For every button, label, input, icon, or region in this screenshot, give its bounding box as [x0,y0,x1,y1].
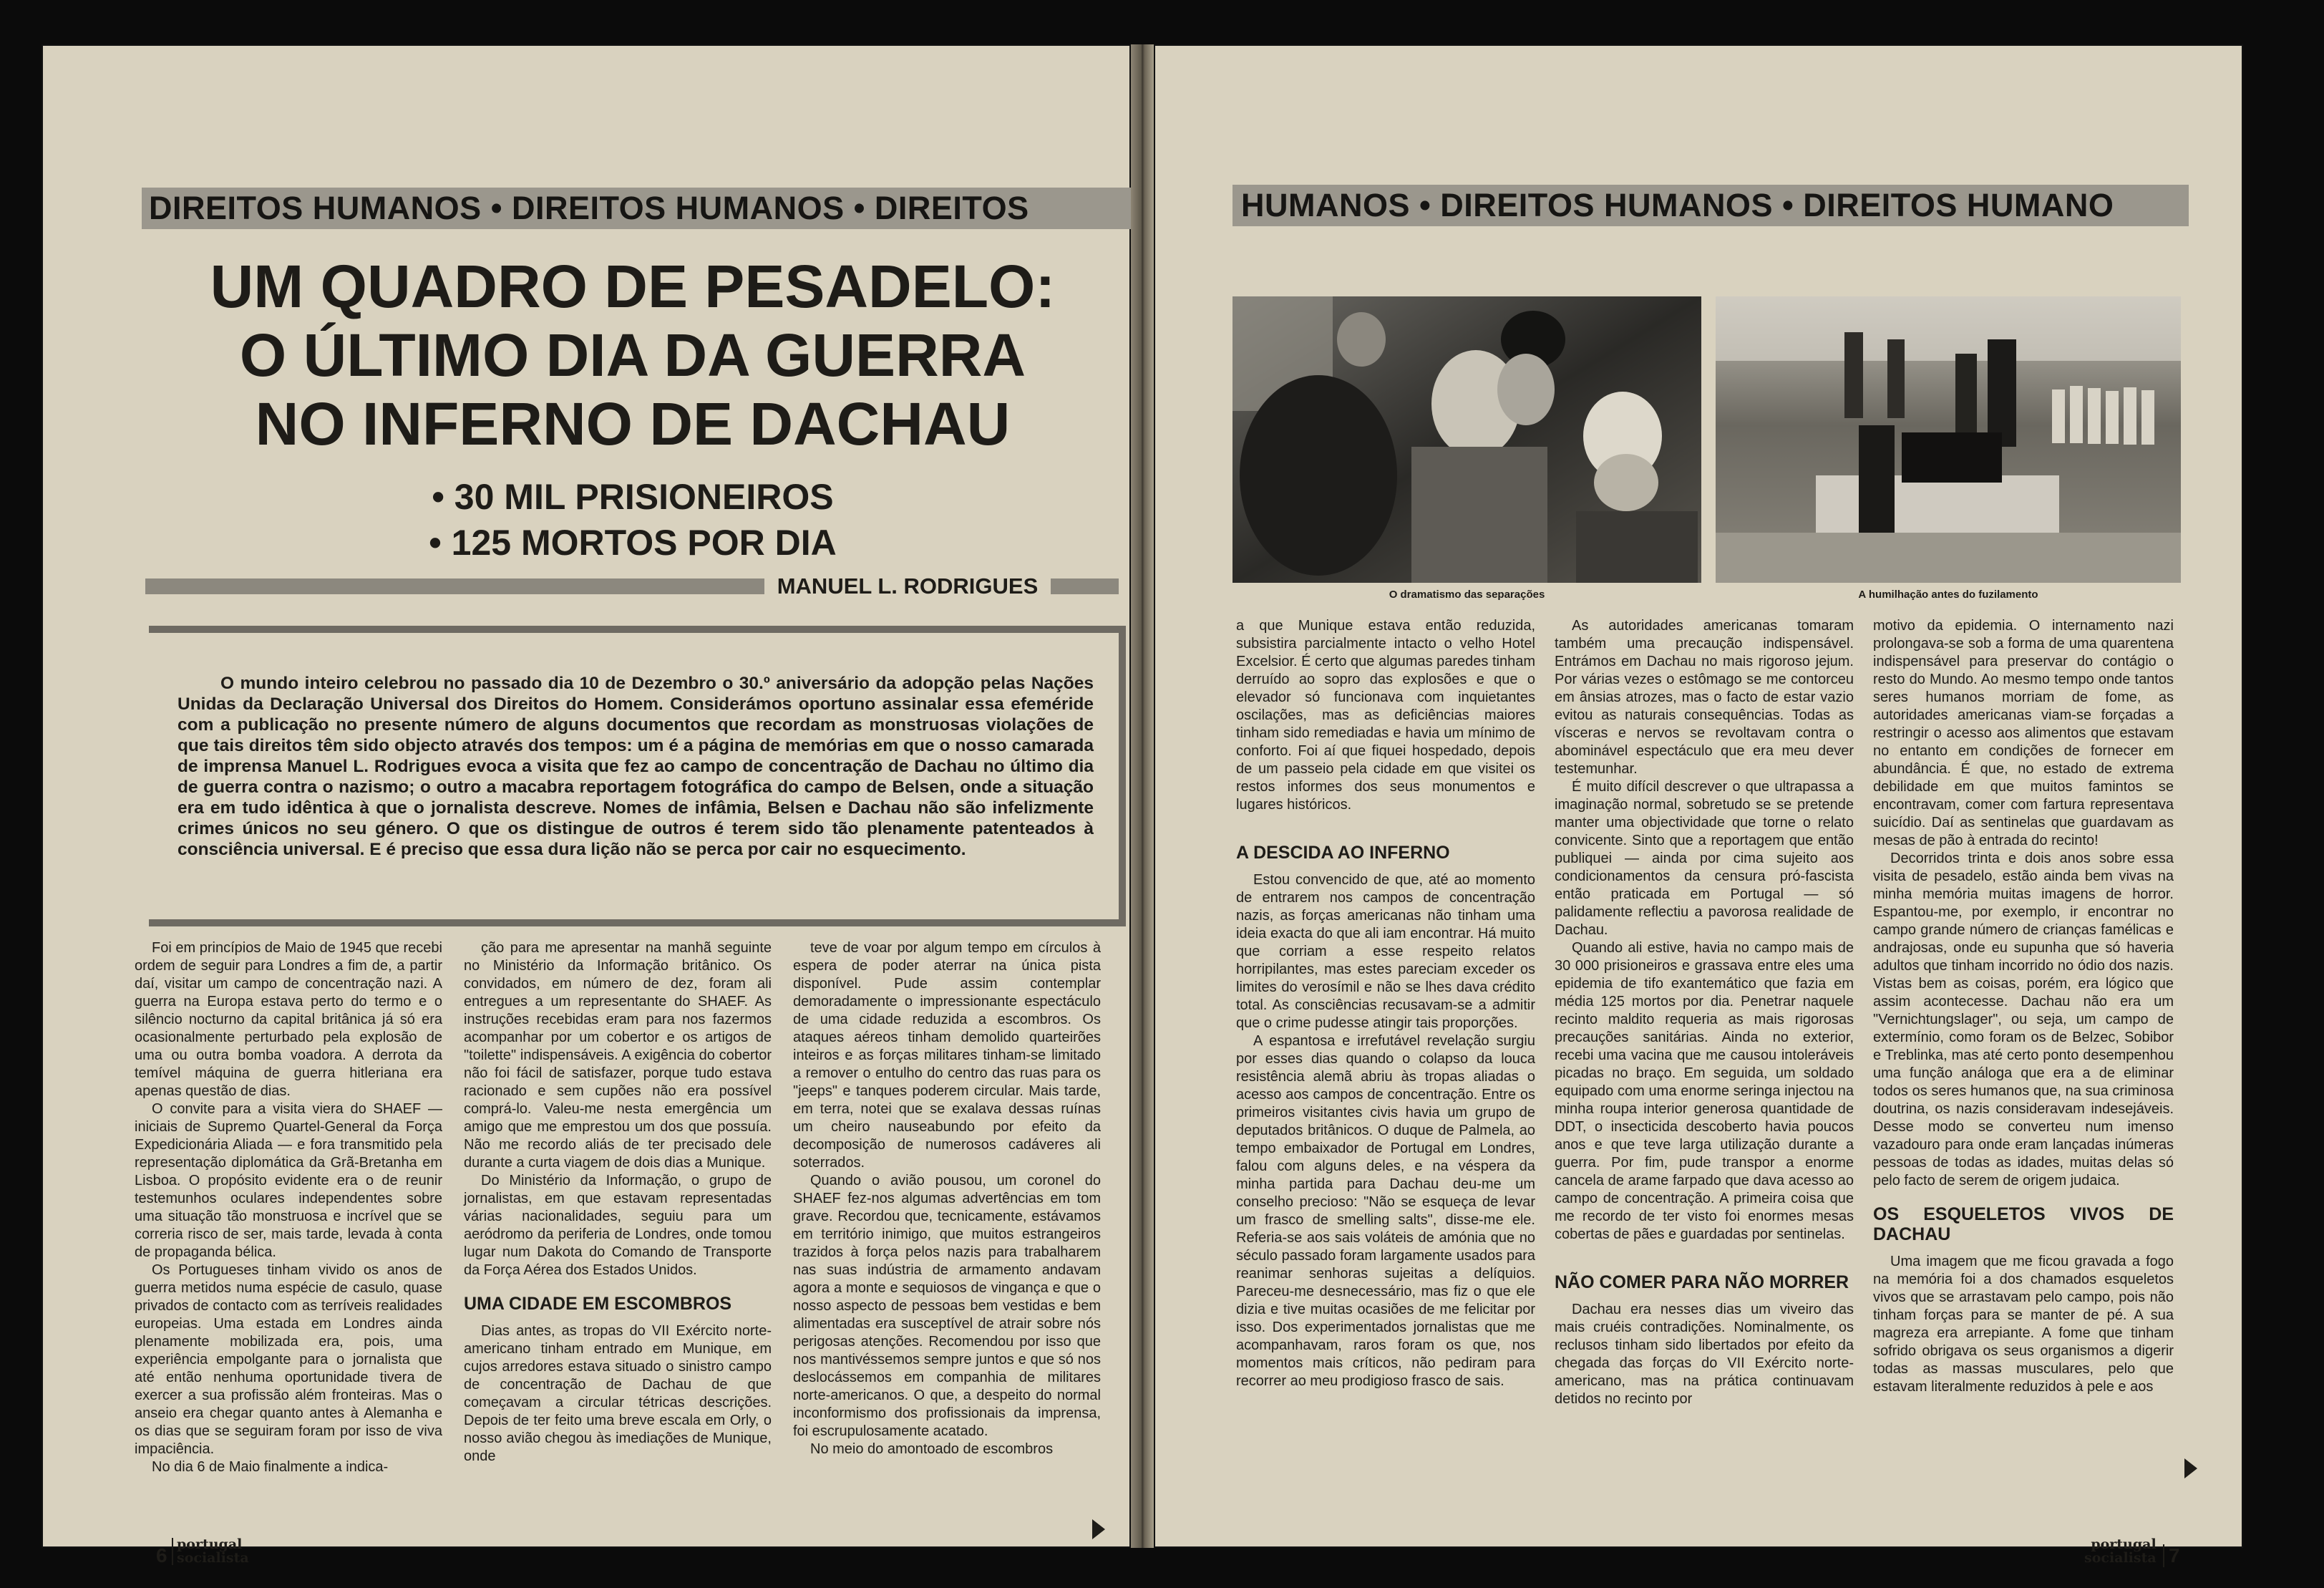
article-column-1 [135,939,442,1534]
headline [142,252,1124,458]
byline: MANUEL L. RODRIGUES [764,569,1051,604]
article-column-2 [464,939,772,1534]
subheading: NÃO COMER PARA NÃO MORRER [1555,1272,1849,1292]
paragraph: motivo da epidemia. O internamento nazi prolongava-se sob a forma de uma quarentena indispensável para preservar do contágio o resto do Mundo. Ao mesmo tempo onde tantos seres humanos morriam de fome, as autoridades americanas viam-se forçadas a restringir o acesso aos alimentos que estavam no entanto em condições de fornecer em abundância. É que, no estado de extrema debilidade em que muitos famintos se encontravam, comer com fartura representava suicídio. Daí as sentinelas que guardavam as mesas de pão à entrada do recinto! [1873,618,2174,848]
photo-humiliation [1716,296,2181,583]
photo-caption: A humilhação antes do fuzilamento [1858,589,2038,601]
article-column-1 [1236,617,1535,1534]
masthead-logo: portugal socialista [2084,1536,2157,1566]
photo-separations-image [1233,296,1701,583]
book-gutter [1131,44,1154,1548]
paragraph: Dias antes, as tropas do VII Exército norte-americano tinham entrado em Munique, em cujos arredores estava situado o sinistro campo de concentração de Dachau de que começavam a circular tétricas descrições. Depois de ter feito uma breve escala em Orly, o nosso avião chegou às imediações de Munique, onde [464,1323,772,1464]
page-number: 7 [2163,1544,2180,1567]
paragraph: Do Ministério da Informação, o grupo de jornalistas, em que estavam representadas várias nacionalidades, seguiu para um aeródromo da periferia de Londres, onde tomou lugar num Dakota do Comando de Transporte da Força Aérea dos Estados Unidos. [464,1173,772,1278]
paragraph: Decorridos trinta e dois anos sobre essa visita de pesadelo, estão ainda bem vivas na minha memória muitas imagens de horror. Espantou-me, por exemplo, ir encontrar no campo grande número de crianças famélicas e andrajosas, onde eu supunha que só haveria adultos que tinham incorrido no ódio dos nazis. Vistas bem as coisas, porém, era lógico que assim acontecesse. Dachau não era um "Vernichtungslager", ou seja, um campo de extermínio, como foram os de Belzec, Sobibor e Treblinka, mas até certo ponto desempenhou uma função análoga que era a de eliminar todos os seres humanos que, na sua criminosa doutrina, os nazis consideravam indesejáveis. Desse modo se converteu num imenso vazadouro para onde eram lançadas inúmeras pessoas de todas as idades, muitas delas só pelo facto de serem de origem judaica. [1873,851,2174,1188]
photo-separations [1233,296,1701,583]
masthead-logo: portugal socialista [172,1538,249,1565]
headline-line: NO INFERNO DE DACHAU [255,390,1011,457]
paragraph: A espantosa e irrefutável revelação surgiu por esses dias quando o colapso da louca resistência alemã abriu às tropas aliadas o acesso aos campos de concentração. Entre os primeiros visitantes civis havia um grupo de deputados britânicos. O duque de Palmela, ao tempo embaixador de Portugal em Londres, falou com alguns deles, e na véspera da minha partida para Dachau deu-me um conselho precioso: "Não se esqueça de levar um frasco de smelling salts", disse-me ele. Referia-se aos sais voláteis de amónia que no século passado foram largamente usados para reanimar senhoras sujeitas a delíquios. Pareceu-me desnecessário, mas fiz o que ele dizia e tive muitas ocasiões de me felicitar por isso. Dos experimentados jornalistas que me acompanhavam, raros foram os que, nos momentos mais críticos, não pediram para recorrer ao meu prodigioso frasco de sais. [1236,1033,1535,1389]
page-number: 6 [156,1544,167,1567]
paragraph: Foi em princípios de Maio de 1945 que recebi ordem de seguir para Londres a fim de, a partir daí, visitar um campo de concentração nazi. A guerra na Europa estava perto do termo e o silêncio nocturno da capital britânica já só era ocasionalmente perturbado pela explosão de uma ou outra bomba voadora. A derrota da temível máquina de guerra hitleriana era apenas questão de dias. [135,940,442,1099]
photo-humiliation-image [1716,296,2181,583]
paragraph: ção para me apresentar na manhã seguinte no Ministério da Informação britânico. Os convidados, em número de dez, foram ali entregues a um representante do SHAEF. As instruções recebidas eram para nos fazermos acompanhar por um cobertor e os artigos de "toilette" indispensáveis. A exigência do cobertor não foi fácil de satisfazer, porque tudo estava racionado e sem cupões não era possível comprá-lo. Valeu-me nesta emergência um amigo que me emprestou um dos que possuía. Não me recordo aliás de ter precisado dele durante a curta viagem de dois dias a Munique. [464,940,772,1171]
headline-line: O ÚLTIMO DIA DA GUERRA [239,321,1026,389]
subheading: UMA CIDADE EM ESCOMBROS [464,1294,732,1314]
section-band: DIREITOS HUMANOS • DIREITOS HUMANOS • DIREITOS [142,188,1131,229]
article-column-3 [1873,617,2174,1526]
paragraph: O convite para a visita viera do SHAEF — iniciais de Supremo Quartel-General da Força Expedicionária Aliada — e fora transmitido pela representação diplomática da Grã-Bretanha em Lisboa. O propósito evidente era o de reunir testemunhos oculares independentes sobre uma situação tão monstruosa e incrível que se correria risco de ser, mais tarde, levada à conta de propaganda bélica. [135,1101,442,1260]
paragraph: Uma imagem que me ficou gravada a fogo na memória foi a dos chamados esqueletos vivos que se arrastavam pelo campo, pois não tinham forças para se manter de pé. A sua magreza era arrepiante. A fome que tinham sofrido obrigava os seus organismos a digerir todas as massas musculares, pelo que estavam literalmente reduzidos à pele e aos [1873,1254,2174,1395]
paragraph: Estou convencido de que, até ao momento de entrarem nos campos de concentração nazis, as forças americanas não tinham uma ideia exacta do que ali iam encontrar. Há muito que corriam a esse respeito relatos horripilantes, mas estes pareciam exceder os limites do verosímil e não se lhes dava crédito total. As consciências recusavam-se a admitir que o crime pudesse atingir tais proporções. [1236,872,1535,1031]
right-page [1154,44,2243,1567]
paragraph: No dia 6 de Maio finalmente a indica- [152,1459,389,1475]
article-column-2 [1555,617,1854,1534]
paragraph: a que Munique estava então reduzida, subsistira parcialmente intacto o velho Hotel Excelsior. É certo que algumas paredes tinham derruído ao sopro das explosões e que o elevador só funcionava com inquietantes oscilações, mas as deficiências maiores tinham sido remediadas e havia um mínimo de conforto. Foi aí que fiquei hospedado, depois de um passeio pela cidade em que visitei os restos informes dos seus monumentos e lugares históricos. [1236,618,1535,813]
bullet-deaths: • 125 MORTOS POR DIA [429,523,837,563]
paragraph: As autoridades americanas tomaram também uma precaução indispensável. Entrámos em Dachau no mais rigoroso jejum. Por várias vezes o estômago se me contorceu em ânsias atrozes, mas o facto de estar vazio evitou as naturais consequências. Todas as vísceras e nervos se revoltavam contra o abominável espectáculo que era meu dever testemunhar. [1555,618,1854,777]
headline-line: UM QUADRO DE PESADELO: [210,253,1056,320]
lead-paragraph: O mundo inteiro celebrou no passado dia 10 de Dezembro o 30.º aniversário da adopção pelas Nações Unidas da Declaração Universal dos Direitos do Homem. Considerámos oportuno assinalar essa efeméride com a publicação no presente número de alguns documentos que recordam as monstruosas violações de que tais direitos têm sido objecto através dos tempos: um é a página de memórias em que o nosso camarada de imprensa Manuel L. Rodrigues evoca a visita que fez ao campo de concentração de Dachau no último dia de guerra contra o nazismo; o outro a macabra reportagem fotográfica do campo de Belsen, onde a situação era em tudo idêntica à que o jornalista descreve. Nomes de infâmia, Belsen e Dachau não são infelizmente crimes únicos no seu género. O que os distingue de outros é terem sido tão plenamente patenteados à consciência universal. E é preciso que essa dura lição não se perca por cair no esquecimento. [178,674,1094,859]
paragraph: No meio do amontoado de escombros [810,1441,1054,1457]
paragraph: Quando ali estive, havia no campo mais de 30 000 prisioneiros e grassava entre eles uma epidemia de tifo exantemático que fazia em média 125 mortos por dia. Penetrar naquele recinto maldito requeria as mais rigorosas precauções sanitárias. Ainda no exterior, recebi uma vacina que me causou intoleráveis picadas no braço. Em seguida, um soldado equipado com uma enorme seringa injectou na minha roupa interior generosa quantidade de DDT, o insecticida descoberto havia poucos anos e que teve larga utilização durante a guerra. Por fim, pude transpor a enorme cancela de arame farpado que dava acesso ao campo de concentração. A primeira coisa que me recordo de ter visto foi enormes mesas cobertas de pães e guardadas por sentinelas. [1555,940,1854,1242]
left-page [42,44,1131,1567]
subheading: OS ESQUELETOS VIVOS DE DACHAU [1873,1204,2174,1244]
subheading: A DESCIDA AO INFERNO [1236,843,1450,863]
continue-arrow-icon [2184,1458,2197,1478]
subheadline-bullets [142,474,1124,566]
section-band: HUMANOS • DIREITOS HUMANOS • DIREITOS HUMANO [1233,185,2189,226]
bullet-prisoners: • 30 MIL PRISIONEIROS [432,477,834,517]
continue-arrow-icon [1092,1519,1105,1539]
paragraph: Os Portugueses tinham vivido os anos de guerra metidos numa espécie de casulo, quase privados de contacto com as terríveis realidades europeias. Uma estada em Londres ainda plenamente mobilizada era, pois, uma experiência empolgante para o jornalista que até então nenhuma oportunidade tivera de exercer a sua profissão além fronteiras. Mas o anseio era chegar quanto antes à Alemanha e os dias que se seguiram foram por isso de viva impaciência. [135,1262,442,1457]
paragraph: Dachau era nesses dias um viveiro das mais cruéis contradições. Nominalmente, os reclusos tinham sido libertados por efeito da chegada das forças do VII Exército norte-americano, mas na prática continuavam detidos no recinto por [1555,1302,1854,1407]
article-column-3 [793,939,1101,1512]
photo-caption: O dramatismo das separações [1389,589,1545,601]
paragraph: É muito difícil descrever o que ultrapassa a imaginação normal, sobretudo se se pretende manter uma objectividade que torne o relato convicente. Sinto que a reportagem que então publiquei — ainda por cima sujeito aos condicionamentos da censura pró-fascista então praticada em Portugal — só palidamente reflectiu a pavorosa realidade de Dachau. [1555,779,1854,938]
paragraph: Quando o avião pousou, um coronel do SHAEF fez-nos algumas advertências em tom grave. Recordou que, tecnicamente, estávamos em território inimigo, que muitos estrangeiros trazidos à força pelos nazis para trabalharem nas suas indústria de armamento andavam agora a monte e sequiosos de vingança e que o nosso aspecto de pessoas bem vestidas e bem alimentadas era susceptível de atrair sobre nós perigosas atenções. Recomendou por isso que nos mantivéssemos sempre juntos e que só nos deslocássemos em companhia de militares norte-americanos. O que, a despeito do normal inconformismo dos profissionais da imprensa, foi escrupulosamente acatado. [793,1173,1101,1439]
paragraph: teve de voar por algum tempo em círculos à espera de poder aterrar na única pista disponível. Pude assim contemplar demoradamente o impressionante espectáculo de uma cidade reduzida a escombros. Os ataques aéreos tinham demolido quarteirões inteiros e as forças militares tinham-se limitado a remover o entulho do centro das ruas para os "jeeps" e tanques poderem circular. Mais tarde, em terra, notei que se exalava dessas ruínas um cheiro nauseabundo por efeito da decomposição de numerosos cadáveres ali soterrados. [793,940,1101,1171]
